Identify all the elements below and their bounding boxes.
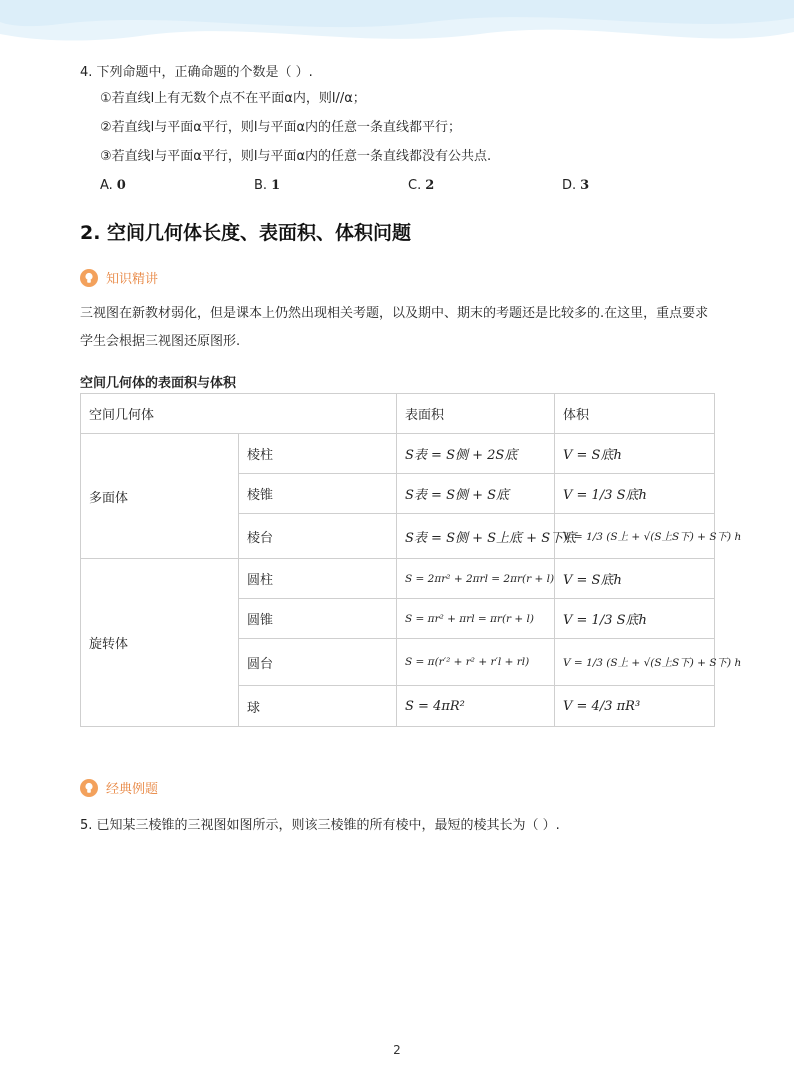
option-a-value: 0 [116,178,126,193]
area-formula: S = πr² + πrl = πr(r + l) [397,599,555,639]
question-4 [80,62,720,201]
volume-formula: V = 1/3 (S上 + √(S上S下) + S下) h [555,639,715,686]
option-b[interactable] [254,171,408,201]
header-solid: 空间几何体 [81,394,397,434]
intro-paragraph: 三视图在新教材弱化，但是课本上仍然出现相关考题，以及期中、期末的考题还是比较多的.在这里，重点要求学生会根据三视图还原图形. [80,306,709,349]
shape-cell: 棱柱 [239,434,397,474]
section-title: 2. 空间几何体长度、表面积、体积问题 [80,222,412,244]
shape-cell: 圆锥 [239,599,397,639]
knowledge-tag [80,268,158,287]
lightbulb-icon [80,269,98,287]
group-polyhedron: 多面体 [81,434,239,559]
area-formula: S = 2πr² + 2πrl = 2πr(r + l) [397,559,555,599]
question-4-statement-2: ②若直线l与平面α平行，则l与平面α内的任意一条直线都平行； [100,120,462,135]
shape-cell: 球 [239,686,397,727]
volume-formula: V = 1/3 (S上 + √(S上S下) + S下) h [555,514,715,559]
question-5-stem: 5. 已知某三棱锥的三视图如图所示，则该三棱锥的所有棱中，最短的棱其长为（ ）. [80,818,560,833]
table-row [81,434,715,474]
option-b-label: B. [254,178,268,193]
header-volume: 体积 [555,394,715,434]
area-formula: S = π(r′² + r² + r′l + rl) [397,639,555,686]
option-d-value: 3 [580,178,590,193]
example-tag-label: 经典例题 [106,782,159,797]
volume-formula: V = S底h [555,559,715,599]
option-d-label: D. [562,178,577,193]
header-wave-decoration [0,0,794,60]
example-tag [80,778,158,797]
volume-formula: V = 1/3 S底h [555,599,715,639]
shape-cell: 圆台 [239,639,397,686]
option-d[interactable] [562,171,716,201]
volume-formula: V = S底h [555,434,715,474]
page-number: 2 [393,1043,401,1057]
area-formula: S表 = S侧 + 2S底 [397,434,555,474]
question-4-statement-3: ③若直线l与平面α平行，则l与平面α内的任意一条直线都没有公共点. [100,149,492,164]
knowledge-tag-label: 知识精讲 [106,272,159,287]
area-formula: S表 = S侧 + S上底 + S下底 [397,514,555,559]
table-header-row [81,394,715,434]
volume-formula: V = 1/3 S底h [555,474,715,514]
option-a[interactable] [100,171,254,201]
area-formula: S = 4πR² [397,686,555,727]
table-title: 空间几何体的表面积与体积 [80,376,237,391]
shape-cell: 棱台 [239,514,397,559]
shape-cell: 圆柱 [239,559,397,599]
group-solid-of-revolution: 旋转体 [81,559,239,727]
question-4-statement-1: ①若直线l上有无数个点不在平面α内，则l//α； [100,91,366,106]
shape-cell: 棱锥 [239,474,397,514]
option-c-value: 2 [425,178,435,193]
option-a-label: A. [100,178,113,193]
area-formula: S表 = S侧 + S底 [397,474,555,514]
table-row [81,559,715,599]
question-4-options [80,171,720,201]
question-4-stem: 4. 下列命题中，正确命题的个数是（ ）. [80,65,313,80]
option-b-value: 1 [271,178,281,193]
header-area: 表面积 [397,394,555,434]
formula-table [80,393,742,727]
option-c-label: C. [408,178,422,193]
option-c[interactable] [408,171,562,201]
volume-formula: V = 4/3 πR³ [555,686,715,727]
lightbulb-icon [80,779,98,797]
